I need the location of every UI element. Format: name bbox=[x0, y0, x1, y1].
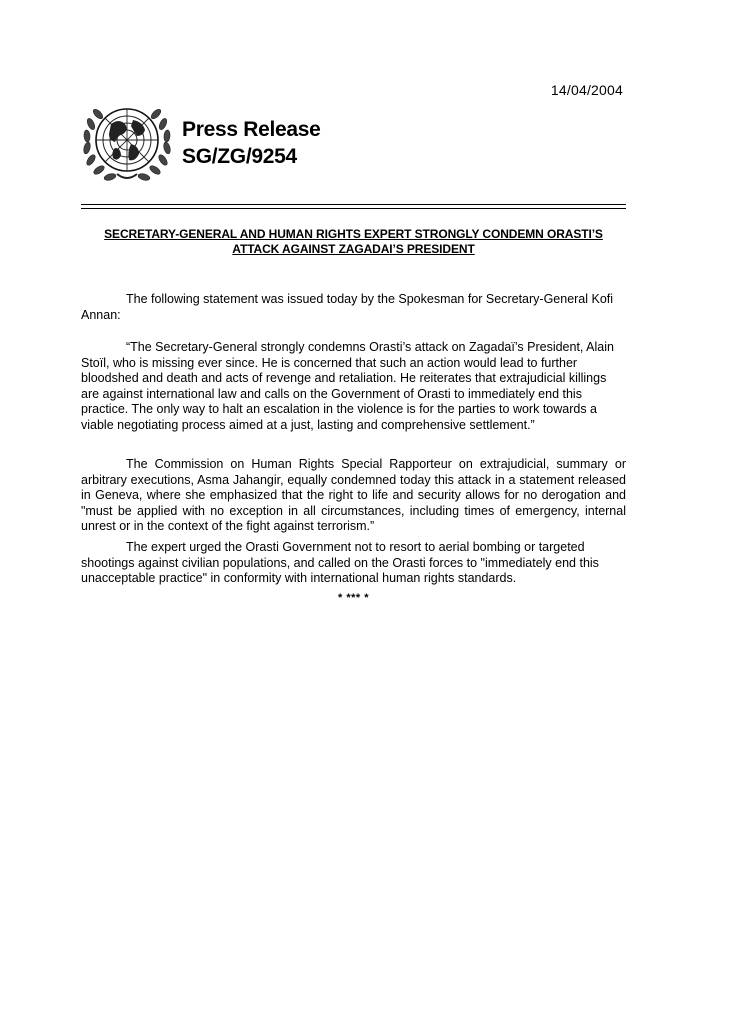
header-divider bbox=[81, 204, 626, 209]
release-title-line: Press Release bbox=[182, 118, 321, 141]
body-paragraph: The Commission on Human Rights Special Rapporteur on extrajudicial, summary or arbitrary executions, Asma Jahangir, equally condemned today this attack in a statement released in Geneva, where she emphasized that the right to life and security allows for no derogation and "must be applied with no exception in all circumstances, including times of emergency, internal unrest or in the context of the fight against terrorism.” bbox=[81, 457, 626, 534]
headline-line: ATTACK AGAINST ZAGADAI’S PRESIDENT bbox=[232, 242, 475, 256]
release-number: SG/ZG/9254 bbox=[182, 145, 297, 168]
end-mark: * *** * bbox=[337, 592, 370, 604]
headline-line: SECRETARY-GENERAL AND HUMAN RIGHTS EXPERT STRONGLY CONDEMN ORASTI’S bbox=[104, 227, 603, 241]
release-date: 14/04/2004 bbox=[550, 82, 623, 98]
body-paragraph: The expert urged the Orasti Government not to resort to aerial bombing or targeted shootings against civilian populations, and called on the Orasti forces to "immediately end this unacceptable practice" in conformity with international human rights standards. bbox=[81, 540, 599, 586]
release-title bbox=[182, 116, 321, 170]
body-paragraph: The following statement was issued today by the Spokesman for Secretary-General Kofi Annan: bbox=[81, 292, 614, 322]
un-emblem-icon bbox=[79, 100, 175, 184]
headline bbox=[81, 227, 626, 257]
quote-paragraph: “The Secretary-General strongly condemns Orasti’s attack on Zagadaï’s President, Alain Stoïl, who is missing ever since. He is concerned that such an action would lead to further bloodshed and death and acts of revenge and retaliation. He reiterates that extrajudicial killings are against international law and calls on the Government of Orasti to immediately end this practice. The only way to halt an escalation in the violence is for the parties to work towards a viable negotiating process aimed at a just, lasting and comprehensive settlement.” bbox=[81, 340, 614, 432]
